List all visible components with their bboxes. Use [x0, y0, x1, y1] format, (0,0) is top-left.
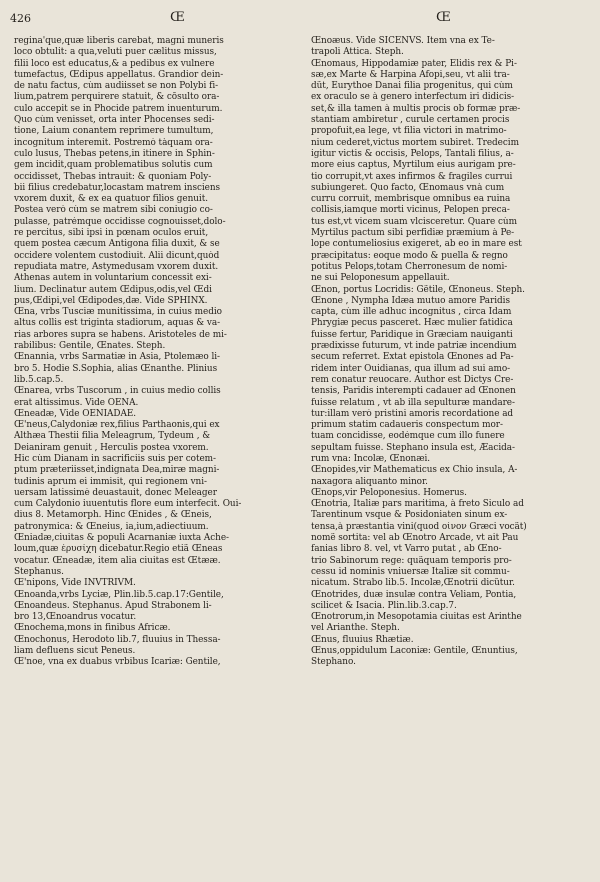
text-line: Hic cùm Dianam in sacrificiis suis per cotem-: [14, 453, 216, 464]
text-line: tuam concidisse, eodémque cum illo funere: [311, 431, 505, 442]
text-line: Œniadæ,ciuitas & populi Acarnaniæ iuxta Ache-: [14, 533, 229, 544]
text-line: bro 5. Hodie S.Sophia, alias Œnanthe. Plinius: [14, 363, 218, 374]
text-line: culo accepit se in Phocide patrem inuenturum.: [14, 103, 223, 114]
text-line: Œnoandeus. Stephanus. Apud Strabonem li-: [14, 600, 212, 611]
text-line: prædixisse futurum, vt inde patriæ incendium: [311, 341, 517, 352]
text-line: Œnoæus. Vide SICENVS. Item vna ex Te-: [311, 36, 495, 46]
text-line: Œneadæ, Vide OENIADAE.: [14, 408, 137, 419]
text-line: cessu id nominis vniuersæ Italiæ sit commu-: [311, 566, 510, 577]
text-line: igitur victis & occisis, Pelops, Tantali filius, a-: [311, 148, 514, 159]
text-line: rias arbores supra se habens. Aristoteles de mi-: [14, 329, 227, 340]
text-line: fanias libro 8. vel, vt Varro putat , ab Œno-: [311, 544, 502, 555]
text-line: Œnochema,mons in finibus Africæ.: [14, 623, 171, 634]
text-line: Œnannia, vrbs Sarmatiæ in Asia, Ptolemæo li-: [14, 352, 220, 363]
text-line: Œ'nipons, Vide INVTRIVM.: [14, 578, 136, 589]
text-line: trapoli Attica. Steph.: [311, 47, 404, 58]
text-line: nium cederet,victus mortem subiret. Tredecim: [311, 137, 519, 148]
text-line: Myrtilus pactum sibi perfidiæ præmium à Pe-: [311, 228, 515, 239]
text-line: tensa,à præstantia vini(quod οἶνον Græci vocãt): [311, 521, 527, 532]
text-line: scilicet & Isacia. Plin.lib.3.cap.7.: [311, 600, 457, 611]
text-line: tensis, Paridis interempti cadauer ad Œnonen: [311, 386, 516, 397]
text-line: vel Arianthe. Steph.: [311, 623, 400, 634]
text-line: tudinis aprum ei immisit, qui regionem vni-: [14, 476, 207, 487]
text-line: Œnops,vir Peloponesius. Homerus.: [311, 487, 467, 498]
text-line: potitus Pelops,totam Cherronesum de nomi-: [311, 261, 508, 272]
text-line: cum Calydonio iuuentutis flore eum interfecit. Oui-: [14, 499, 242, 510]
text-line: bii filius credebatur,locastam matrem insciens: [14, 182, 221, 193]
text-line: bro 13,Œnoandrus vocatur.: [14, 612, 137, 623]
text-line: uersam latissimè deuastauit, donec Meleager: [14, 487, 217, 498]
text-line: Athenas autem in voluntarium concessit exi-: [14, 273, 212, 284]
text-line: Œna, vrbs Tusciæ munitissima, in cuius medio: [14, 307, 222, 318]
text-line: ne sui Peloponesum appellauit.: [311, 273, 450, 284]
text-line: vxorem duxit, & ex ea quatuor filios genuit.: [14, 194, 208, 205]
running-header: [0, 8, 600, 30]
text-line: Althæa Thestii filia Meleagrum, Tydeum , &: [14, 431, 211, 442]
text-line: tio corrupit,vt axes infirmos & fragiles currui: [311, 171, 513, 182]
text-line: Tarentinum vsque & Posidoniaten sinum ex-: [311, 510, 508, 521]
text-line: Stephanus.: [14, 566, 64, 577]
right-running-head: Œ: [436, 10, 451, 25]
text-line: ptum præteriisset,indignata Dea,miræ magni-: [14, 465, 220, 476]
text-line: filii loco est educatus,& a pedibus ex vulnere: [14, 58, 215, 69]
text-line: de natu factus, cùm audiisset se non Polybi fi-: [14, 81, 219, 92]
text-line: Œnus,oppidulum Laconiæ: Gentile, Œnuntius,: [311, 646, 518, 657]
text-line: ex oraculo se à genero interfectum iri didicis-: [311, 92, 515, 103]
text-line: Stephano.: [311, 657, 356, 668]
text-line: rabilibus: Gentile, Œnates. Steph.: [14, 341, 166, 352]
text-line: incognitum interemit. Postremò tàquam ora-: [14, 137, 213, 148]
text-line: lium,patrem perquirere statuit, & cõsulto ora-: [14, 92, 220, 103]
text-line: fuisse relatum , vt ab illa sepulturæ mandare-: [311, 397, 515, 408]
text-line: pus,Œdipi,vel Œdipodes,dæ. Vide SPHINX.: [14, 295, 208, 306]
text-line: culo lusus, Thebas petens,in itinere in Sphin-: [14, 148, 215, 159]
text-line: loum,quæ ἐρυσίχη dicebatur.Regio etiã Œneas: [14, 544, 223, 555]
text-line: more eius captus, Myrtilum eius aurigam pre-: [311, 160, 516, 171]
text-line: Œnone , Nympha Idæa mutuo amore Paridis: [311, 295, 510, 306]
text-line: Phrygiæ pecus pasceret. Hæc mulier fatidica: [311, 318, 513, 329]
text-line: liam defluens sicut Peneus.: [14, 646, 136, 657]
text-line: patronymica: & Œneius, ia,ium,adiectiuum.: [14, 521, 209, 532]
text-line: rem conatur reuocare. Author est Dictys Cre-: [311, 374, 514, 385]
text-line: tumefactus, Œdipus appellatus. Grandior dein-: [14, 69, 224, 80]
text-line: nicatum. Strabo lib.5. Incolæ,Œnotrii dicũtur.: [311, 578, 515, 589]
text-line: præcipitatus: eoque modo & puella & regno: [311, 250, 508, 261]
text-line: Œ'neus,Calydoniæ rex,filius Parthaonis,qui ex: [14, 420, 220, 431]
text-line: lope contumeliosius exigeret, ab eo in mare est: [311, 239, 522, 250]
text-line: primum statim cadaueris conspectum mor-: [311, 420, 503, 431]
text-line: Œnarea, vrbs Tuscorum , in cuius medio collis: [14, 386, 221, 397]
text-line: propofuit,ea lege, vt filia victori in matrimo-: [311, 126, 507, 137]
text-line: gem incidit,quam problematibus solutis cum: [14, 160, 213, 171]
text-line: Œnotria, Italiæ pars maritima, à freto Siculo ad: [311, 499, 524, 510]
text-line: Œnochonus, Herodoto lib.7, fluuius in Thessa-: [14, 634, 221, 645]
text-line: vocatur. Œneadæ, item alia ciuitas est Œtææ.: [14, 555, 221, 566]
text-line: capta, cùm ille adhuc incognitus , circa Idam: [311, 307, 512, 318]
text-line: fuisse fertur, Paridique in Græciam nauiganti: [311, 329, 513, 340]
text-line: trio Sabinorum rege: quãquam temporis pro-: [311, 555, 512, 566]
text-line: sæ,ex Marte & Harpina Afopi,seu, vt alii tra-: [311, 69, 510, 80]
text-line: naxagora aliquanto minor.: [311, 476, 428, 487]
page-number: 426: [10, 12, 31, 25]
text-line: Deianiram genuit , Herculis postea vxorem.: [14, 442, 209, 453]
text-line: Œnomaus, Hippodamiæ pater, Elidis rex & Pi-: [311, 58, 517, 69]
text-line: lium. Declinatur autem Œdipus,odis,vel Œdi: [14, 284, 212, 295]
text-line: tione, Laium conantem reprimere tumultum,: [14, 126, 214, 137]
text-line: tus est,vt vicem suam vlcisceretur. Quare cùm: [311, 216, 517, 227]
text-line: pulasse, patrémque occidisse cognouisset,dolo-: [14, 216, 226, 227]
text-line: stantiam ambiretur , curule certamen procis: [311, 115, 510, 126]
text-line: nomẽ sortita: vel ab Œnotro Arcade, vt ait Pau: [311, 533, 519, 544]
text-line: occidere volentem custodiuit. Alii dicunt,quòd: [14, 250, 220, 261]
text-line: loco obtulit: a qua,veluti puer cælitus missus,: [14, 47, 217, 58]
text-line: ridem inter Ouidianas, qua illum ad sui amo-: [311, 363, 511, 374]
text-line: rum vna: Incolæ, Œnonæi.: [311, 453, 431, 464]
text-line: quem postea cæcum Antigona filia duxit, & se: [14, 239, 220, 250]
text-line: occidisset, Thebas intrauit: & quoniam Poly-: [14, 171, 212, 182]
text-line: re percitus, sibi ipsi in pœnam oculos eruit,: [14, 228, 209, 239]
left-column: [14, 36, 304, 669]
text-line: collisis,iamque morti vicinus, Pelopen preca-: [311, 205, 510, 216]
text-line: altus collis est triginta stadiorum, aquas & va-: [14, 318, 221, 329]
text-line: erat altissimus. Vide OENA.: [14, 397, 139, 408]
text-line: Œnotrides, duæ insulæ contra Veliam, Pontia,: [311, 589, 517, 600]
text-line: Œnopides,vir Mathematicus ex Chio insula, A-: [311, 465, 518, 476]
text-line: dius 8. Metamorph. Hinc Œnides , & Œneis,: [14, 510, 212, 521]
text-line: Œnus, fluuius Rhætiæ.: [311, 634, 414, 645]
text-line: secum referret. Extat epistola Œnones ad Pa-: [311, 352, 514, 363]
text-line: Œnoanda,vrbs Lyciæ, Plin.lib.5.cap.17:Gentile,: [14, 589, 224, 600]
right-column: [311, 36, 596, 669]
text-line: Postea verò cùm se matrem sibi coniugio co-: [14, 205, 213, 216]
text-line: regina'que,quæ liberis carebat, magni muneris: [14, 36, 224, 46]
text-line: Œ'noe, vna ex duabus vrbibus Icariæ: Gentile,: [14, 657, 221, 668]
text-line: lib.5.cap.5.: [14, 374, 64, 385]
text-line: curru corruit, membrisque omnibus ea ruina: [311, 194, 511, 205]
text-line: dũt, Eurythoe Danai filia progenitus, qui cùm: [311, 81, 513, 92]
text-line: Quo cùm venisset, orta inter Phocenses sedi-: [14, 115, 215, 126]
text-line: tur:illam verò pristini amoris recordatione ad: [311, 408, 514, 419]
text-line: repudiata matre, Astymedusam vxorem duxit.: [14, 261, 219, 272]
text-line: set,& illa tamen à multis procis ob formæ præ-: [311, 103, 521, 114]
text-line: subiungeret. Quo facto, Œnomaus vnà cum: [311, 182, 505, 193]
text-line: Œnon, portus Locridis: Gẽtile, Œnoneus. Steph.: [311, 284, 525, 295]
text-line: sepultam fuisse. Stephano insula est, Æacida-: [311, 442, 515, 453]
text-line: Œnotrorum,in Mesopotamia ciuitas est Arinthe: [311, 612, 522, 623]
left-running-head: Œ: [170, 10, 185, 25]
